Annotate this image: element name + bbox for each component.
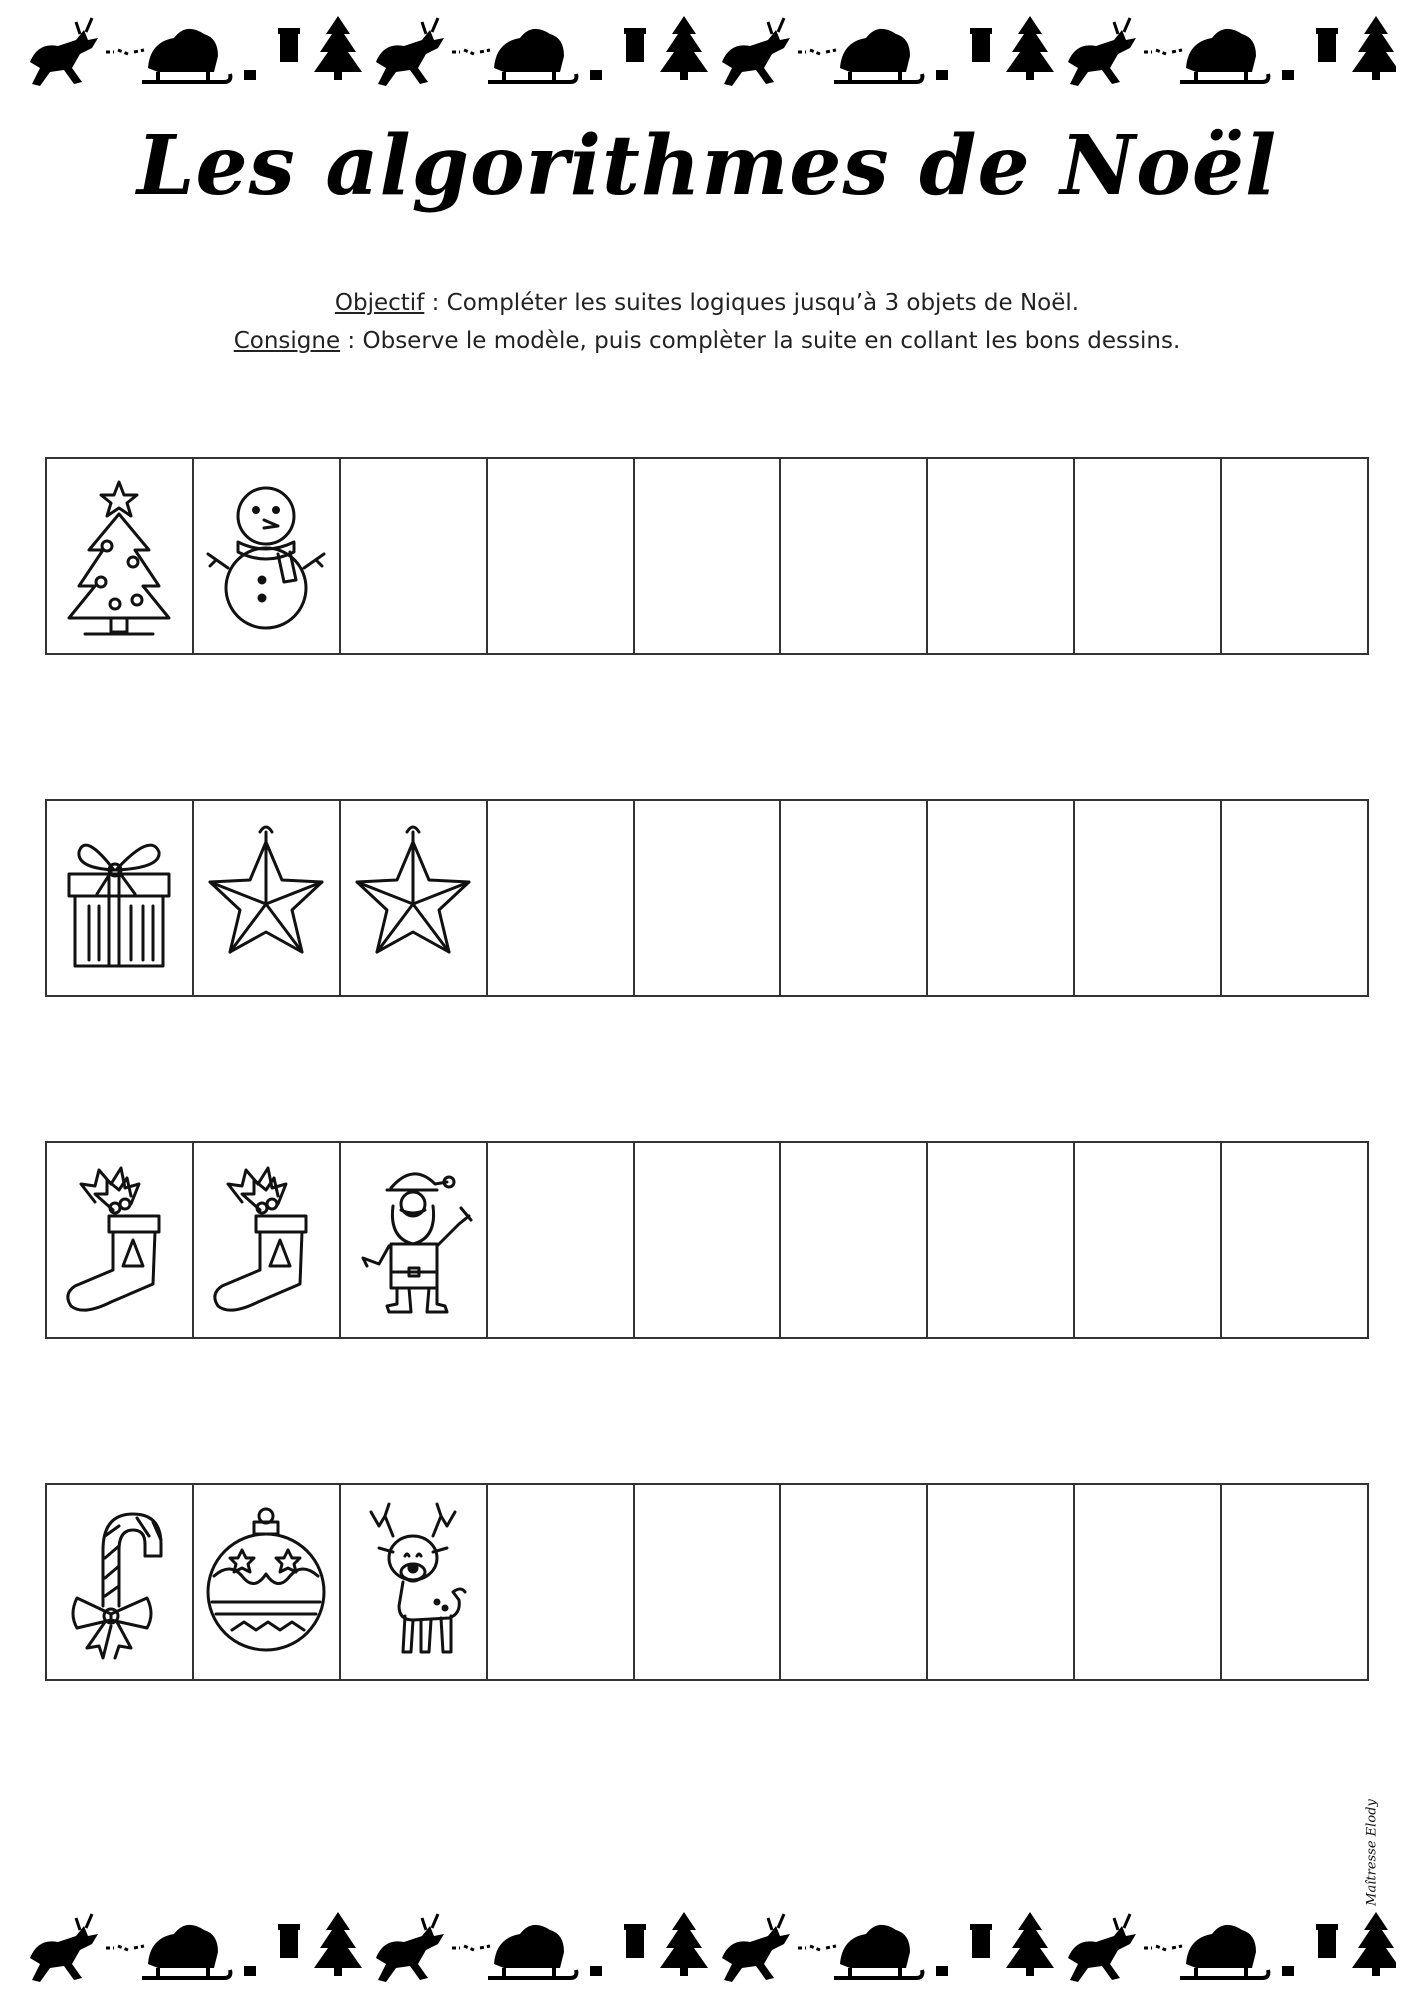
border-tree-icon	[660, 16, 708, 80]
sequence-cell	[47, 801, 194, 995]
instruction-text: : Observe le modèle, puis complèter la suite en collant les bons dessins.	[340, 328, 1181, 354]
empty-sequence-cell	[928, 1485, 1075, 1679]
border-reindeer-icon	[376, 1914, 444, 1982]
border-reindeer-icon	[30, 18, 98, 86]
empty-sequence-cell	[488, 801, 635, 995]
border-gift-icon	[970, 1924, 992, 1958]
snowman-icon	[202, 470, 330, 642]
sequence-cell	[194, 801, 341, 995]
border-sleigh-icon	[1144, 29, 1268, 82]
empty-sequence-cell	[928, 459, 1075, 653]
sequence-cell	[194, 1485, 341, 1679]
empty-sequence-cell	[781, 459, 928, 653]
sequence-cell	[341, 1143, 488, 1337]
empty-sequence-cell	[781, 1485, 928, 1679]
empty-sequence-cell	[1222, 1143, 1367, 1337]
sequence-cell	[47, 459, 194, 653]
empty-sequence-cell	[1222, 1485, 1367, 1679]
empty-sequence-cell	[1222, 801, 1367, 995]
santa-icon	[349, 1154, 477, 1326]
border-ornament-icon	[1282, 70, 1294, 80]
empty-sequence-cell	[488, 459, 635, 653]
objective-line	[0, 284, 1414, 322]
sequence-row-4	[45, 1483, 1369, 1681]
border-reindeer-icon	[1068, 1914, 1136, 1982]
objective-label: Objectif	[334, 290, 425, 316]
border-sleigh-icon	[106, 29, 230, 82]
empty-sequence-cell	[1075, 459, 1222, 653]
sequence-row-2	[45, 799, 1369, 997]
stocking-icon	[202, 1154, 330, 1326]
empty-sequence-cell	[488, 1485, 635, 1679]
border-reindeer-icon	[722, 1914, 790, 1982]
christmas-tree-icon	[55, 470, 183, 642]
bottom-border-decoration	[18, 1908, 1396, 1988]
empty-sequence-cell	[635, 801, 782, 995]
star-ornament-icon	[349, 812, 477, 984]
empty-sequence-cell	[781, 1143, 928, 1337]
reindeer-icon	[349, 1496, 477, 1668]
empty-sequence-cell	[635, 459, 782, 653]
border-tree-icon	[660, 1912, 708, 1976]
top-border-decoration	[18, 12, 1396, 92]
border-gift-icon	[278, 1924, 300, 1958]
border-gift-icon	[278, 28, 300, 62]
empty-sequence-cell	[1075, 1143, 1222, 1337]
border-ornament-icon	[244, 1966, 256, 1976]
border-gift-icon	[624, 28, 646, 62]
signature	[1352, 1790, 1392, 1930]
border-gift-icon	[624, 1924, 646, 1958]
instruction-label: Consigne	[233, 328, 341, 354]
star-ornament-icon	[202, 812, 330, 984]
sequence-cell	[341, 801, 488, 995]
border-reindeer-icon	[30, 1914, 98, 1982]
sequence-row-3	[45, 1141, 1369, 1339]
border-ornament-icon	[1282, 1966, 1294, 1976]
border-gift-icon	[1316, 28, 1338, 62]
empty-sequence-cell	[781, 801, 928, 995]
border-sleigh-icon	[798, 1925, 922, 1978]
border-ornament-icon	[936, 70, 948, 80]
instruction-line	[0, 322, 1414, 360]
gift-box-icon	[55, 812, 183, 984]
empty-sequence-cell	[635, 1485, 782, 1679]
empty-sequence-cell	[1075, 1485, 1222, 1679]
empty-sequence-cell	[635, 1143, 782, 1337]
border-sleigh-icon	[452, 1925, 576, 1978]
border-tree-icon	[1352, 16, 1396, 80]
stocking-icon	[55, 1154, 183, 1326]
border-sleigh-icon	[106, 1925, 230, 1978]
sequence-cell	[47, 1485, 194, 1679]
border-tree-icon	[314, 16, 362, 80]
page-title: Les algorithmes de Noël	[136, 118, 1278, 214]
border-gift-icon	[970, 28, 992, 62]
border-reindeer-icon	[376, 18, 444, 86]
sequence-cell	[194, 1143, 341, 1337]
bauble-icon	[202, 1496, 330, 1668]
sequence-row-1	[45, 457, 1369, 655]
border-ornament-icon	[590, 70, 602, 80]
sequence-cell	[47, 1143, 194, 1337]
border-sleigh-icon	[798, 29, 922, 82]
border-reindeer-icon	[722, 18, 790, 86]
border-sleigh-icon	[1144, 1925, 1268, 1978]
signature-text: Maîtresse Elody	[1364, 1799, 1380, 1906]
empty-sequence-cell	[1075, 801, 1222, 995]
instructions	[0, 284, 1414, 360]
empty-sequence-cell	[1222, 459, 1367, 653]
border-tree-icon	[1006, 16, 1054, 80]
sequence-cell	[194, 459, 341, 653]
border-sleigh-icon	[452, 29, 576, 82]
border-gift-icon	[1316, 1924, 1338, 1958]
candy-cane-icon	[55, 1496, 183, 1668]
border-tree-icon	[314, 1912, 362, 1976]
border-reindeer-icon	[1068, 18, 1136, 86]
border-ornament-icon	[590, 1966, 602, 1976]
empty-sequence-cell	[928, 801, 1075, 995]
border-ornament-icon	[244, 70, 256, 80]
border-ornament-icon	[936, 1966, 948, 1976]
empty-sequence-cell	[488, 1143, 635, 1337]
empty-sequence-cell	[928, 1143, 1075, 1337]
empty-sequence-cell	[341, 459, 488, 653]
border-tree-icon	[1006, 1912, 1054, 1976]
objective-text: : Compléter les suites logiques jusqu’à 3 objets de Noël.	[424, 290, 1080, 316]
sequence-cell	[341, 1485, 488, 1679]
